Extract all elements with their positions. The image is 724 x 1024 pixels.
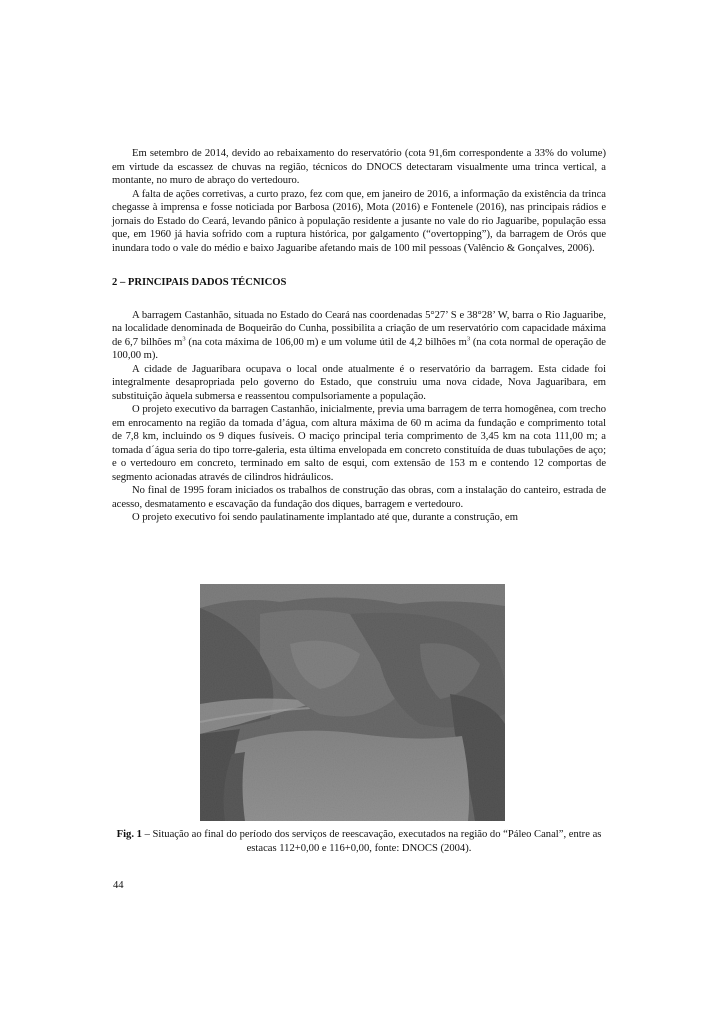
paragraph-implantado: O projeto executivo foi sendo paulatinamente implantado até que, durante a construção, em: [132, 512, 518, 523]
paragraph-final-1995: No final de 1995 foram iniciados os trabalhos de construção das obras, com a instalação do canteiro, estrada de acesso, desmatamento e escavação da fundação dos diques, barragem e vertedouro.: [112, 485, 606, 510]
paragraph-castanhao-part2: (na cota máxima de 106,00 m) e um volume útil de 4,2 bilhões m: [185, 336, 467, 348]
paragraph-castanhao-part3: (na cota normal de operação de 100,00 m).: [112, 336, 606, 361]
figure-caption: [112, 828, 606, 855]
section-heading: 2 – PRINCIPAIS DADOS TÉCNICOS: [112, 277, 287, 288]
figure-caption-text: – Situação ao final do período dos serviços de reescavação, executados na região do “Páleo Canal”, entre as estacas 112+0,00 e 116+0,00, fonte: DNOCS (2004).: [141, 829, 602, 854]
paragraph-projeto-executivo: O projeto executivo da barragen Castanhão, inicialmente, previa uma barragem de terra homogênea, com trecho em enrocamento na região da tomada d’água, com altura máxima de 60 m acima da fundação e comprimento total de 7,8 km, incluindo os 9 diques fusíveis. O maciço principal teria comprimento de 3,45 km na cota 111,00 m; a tomada d´água seria do tipo torre-galeria, esta última envelopada em concreto constituída de duas tubulações de aço; e o vertedouro em concreto, terminado em salto de esqui, com extensão de 153 m e contendo 12 comportas de segmento acionadas através de cilindros hidráulicos.: [112, 404, 606, 483]
page-number: 44: [113, 880, 124, 891]
superscript-cubic-2: 3: [466, 334, 471, 342]
figure-label: Fig. 1: [116, 829, 142, 840]
paragraph-intro-2: A falta de ações corretivas, a curto prazo, fez com que, em janeiro de 2016, a informação da existência da trinca chegasse à imprensa e fosse noticiada por Barbosa (2016), Mota (2016) e Fontenele (2016), nas principais rádios e jornais do Estado do Ceará, levando pânico à população residente a jusante no vale do rio Jaguaribe, população essa que, em 1960 já havia sofrido com a ruptura histórica, por galgamento (“overtopping”), da barragem de Orós que inundara todo o vale do médio e baixo Jaguaribe afetando mais de 100 mil pessoas (Valêncio & Gonçalves, 2006).: [112, 188, 606, 254]
page-body: [112, 147, 606, 525]
paragraph-intro-1: Em setembro de 2014, devido ao rebaixamento do reservatório (cota 91,6m correspondente a 33% do volume) em virtude da escassez de chuvas na região, técnicos do DNOCS detectaram visualmente uma trinca vertical, a montante, no muro de abraço do vertedouro.: [112, 148, 606, 186]
paragraph-castanhao-part1: A barragem Castanhão, situada no Estado do Ceará nas coordenadas 5°27’ S e 38°28’ W, barra o Rio Jaguaribe, na localidade denominada de Boqueirão do Cunha, possibilita a criação de um reservatório com capacidade máxima de 6,7 bilhões m: [112, 309, 606, 348]
superscript-cubic-1: 3: [182, 334, 186, 342]
figure-excavation-photo: [200, 584, 505, 821]
paragraph-castanhao: [112, 309, 606, 363]
excavation-photo: [200, 584, 505, 821]
paragraph-jaguaribara: A cidade de Jaguaribara ocupava o local onde atualmente é o reservatório da barragem. Esta cidade foi integralmente desapropriada pelo governo do Estado, que construiu uma nova cidade, Nova Jaguaribara, em substituição àquela submersa e reassentou compulsoriamente a população.: [112, 363, 606, 402]
